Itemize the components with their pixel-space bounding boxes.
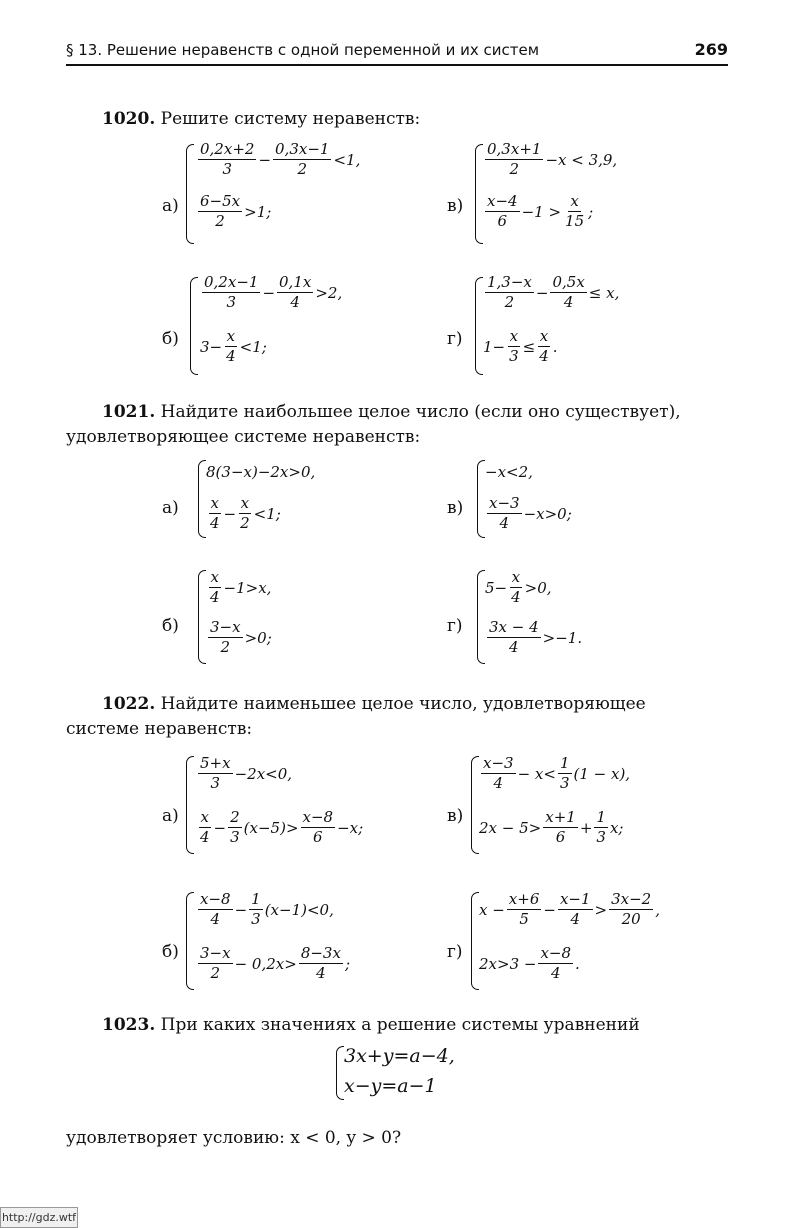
problem-text: удовлетворяющее системе неравенств: — [66, 427, 421, 447]
inequality-line: 5− $\frac{x}{4}$ >0, — [485, 568, 552, 606]
inequality-line: $\frac{3-x}{2}$ − 0,2x> $\frac{8-3x}{4}$ ; — [200, 944, 350, 982]
system-brace — [471, 756, 479, 854]
system-brace — [475, 144, 483, 244]
inequality-line: 2x>3 − $\frac{x-8}{4}$ . — [479, 944, 580, 982]
running-header — [66, 40, 728, 66]
system-brace — [186, 144, 194, 244]
inequality-line: $\frac{3-x}{2}$ >0; — [210, 618, 272, 656]
item-label: б) — [162, 616, 179, 636]
inequality-line: 8(3−x)−2x>0, — [206, 463, 316, 481]
system-brace — [471, 892, 479, 990]
system-brace — [477, 570, 485, 664]
inequality-line: 1− $\frac{x}{3}$ ≤ $\frac{x}{4}$ . — [483, 327, 558, 365]
inequality-line: 3− $\frac{x}{4}$ <1; — [200, 327, 267, 365]
system-brace — [186, 892, 194, 990]
item-label: а) — [162, 196, 179, 216]
inequality-line: $\frac{0,2x-1}{3}$ − $\frac{0,1x}{4}$ >2, — [204, 273, 343, 311]
inequality-line: $\frac{x-3}{4}$ − x< $\frac{1}{3}$ (1 − x), — [483, 754, 631, 792]
system-brace — [198, 570, 206, 664]
problem-1023-heading — [102, 1013, 640, 1038]
system-brace — [475, 277, 483, 375]
item-label: б) — [162, 329, 179, 349]
system-brace — [336, 1046, 344, 1100]
problem-1023-condition: удовлетворяет условию: x < 0, y > 0? — [66, 1128, 402, 1148]
inequality-line: $\frac{3x - 4}{4}$ >−1. — [489, 618, 583, 656]
inequality-line: $\frac{x}{4}$ − $\frac{x}{2}$ <1; — [210, 494, 281, 532]
item-label: а) — [162, 498, 179, 518]
equation-line: 3x+y=a−4, — [344, 1045, 455, 1067]
item-label: в) — [447, 806, 464, 826]
problem-text: Найдите наименьшее целое число, удовлетворяющее — [160, 694, 646, 714]
equation-line: x−y=a−1 — [344, 1075, 437, 1097]
item-label: г) — [447, 329, 463, 349]
problem-text: системе неравенств: — [66, 719, 253, 739]
item-label: в) — [447, 498, 464, 518]
problem-number: 1020. — [102, 109, 156, 129]
problem-1020-heading — [102, 107, 420, 132]
system-brace — [190, 277, 198, 375]
inequality-line: $\frac{0,3x+1}{2}$ −x < 3,9, — [487, 140, 618, 178]
system-brace — [186, 756, 194, 854]
problem-1022-heading — [66, 692, 728, 742]
item-label: в) — [447, 196, 464, 216]
inequality-line: $\frac{x}{4}$ − $\frac{2}{3}$ (x−5)> $\frac{x-8}{6}$ −x; — [200, 808, 364, 846]
inequality-line: x − $\frac{x+6}{5}$ − $\frac{x-1}{4}$ > $\frac{3x-2}{20}$ , — [479, 890, 661, 928]
problem-1021-heading — [66, 400, 728, 450]
problem-number: 1023. — [102, 1015, 156, 1035]
inequality-line: $\frac{5+x}{3}$ −2x<0, — [200, 754, 293, 792]
inequality-line: $\frac{x}{4}$ −1>x, — [210, 568, 272, 606]
inequality-line: $\frac{0,2x+2}{3}$ − $\frac{0,3x-1}{2}$ <1, — [200, 140, 361, 178]
page-number: 269 — [694, 40, 728, 59]
inequality-line: $\frac{x-8}{4}$ − $\frac{1}{3}$ (x−1)<0, — [200, 890, 334, 928]
inequality-line: $\frac{x-4}{6}$ −1 > $\frac{x}{15}$ ; — [487, 192, 594, 230]
system-brace — [477, 460, 485, 538]
system-brace — [198, 460, 206, 538]
item-label: а) — [162, 806, 179, 826]
inequality-line: 2x − 5> $\frac{x+1}{6}$ + $\frac{1}{3}$ x; — [479, 808, 624, 846]
item-label: г) — [447, 942, 463, 962]
inequality-line: $\frac{1,3-x}{2}$ − $\frac{0,5x}{4}$ ≤ x, — [487, 273, 620, 311]
inequality-line: −x<2, — [485, 463, 533, 481]
source-watermark: http://gdz.wtf — [0, 1207, 78, 1228]
problem-number: 1022. — [102, 694, 156, 714]
problem-text: Решите систему неравенств: — [160, 109, 421, 129]
item-label: б) — [162, 942, 179, 962]
inequality-line: $\frac{x-3}{4}$ −x>0; — [489, 494, 572, 532]
section-title: § 13. Решение неравенств с одной переменной и их систем — [66, 41, 540, 59]
problem-number: 1021. — [102, 402, 156, 422]
problem-text: Найдите наибольшее целое число (если оно существует), — [160, 402, 681, 422]
inequality-line: $\frac{6-5x}{2}$ >1; — [200, 192, 272, 230]
item-label: г) — [447, 616, 463, 636]
problem-text: При каких значениях a решение системы уравнений — [160, 1015, 640, 1035]
